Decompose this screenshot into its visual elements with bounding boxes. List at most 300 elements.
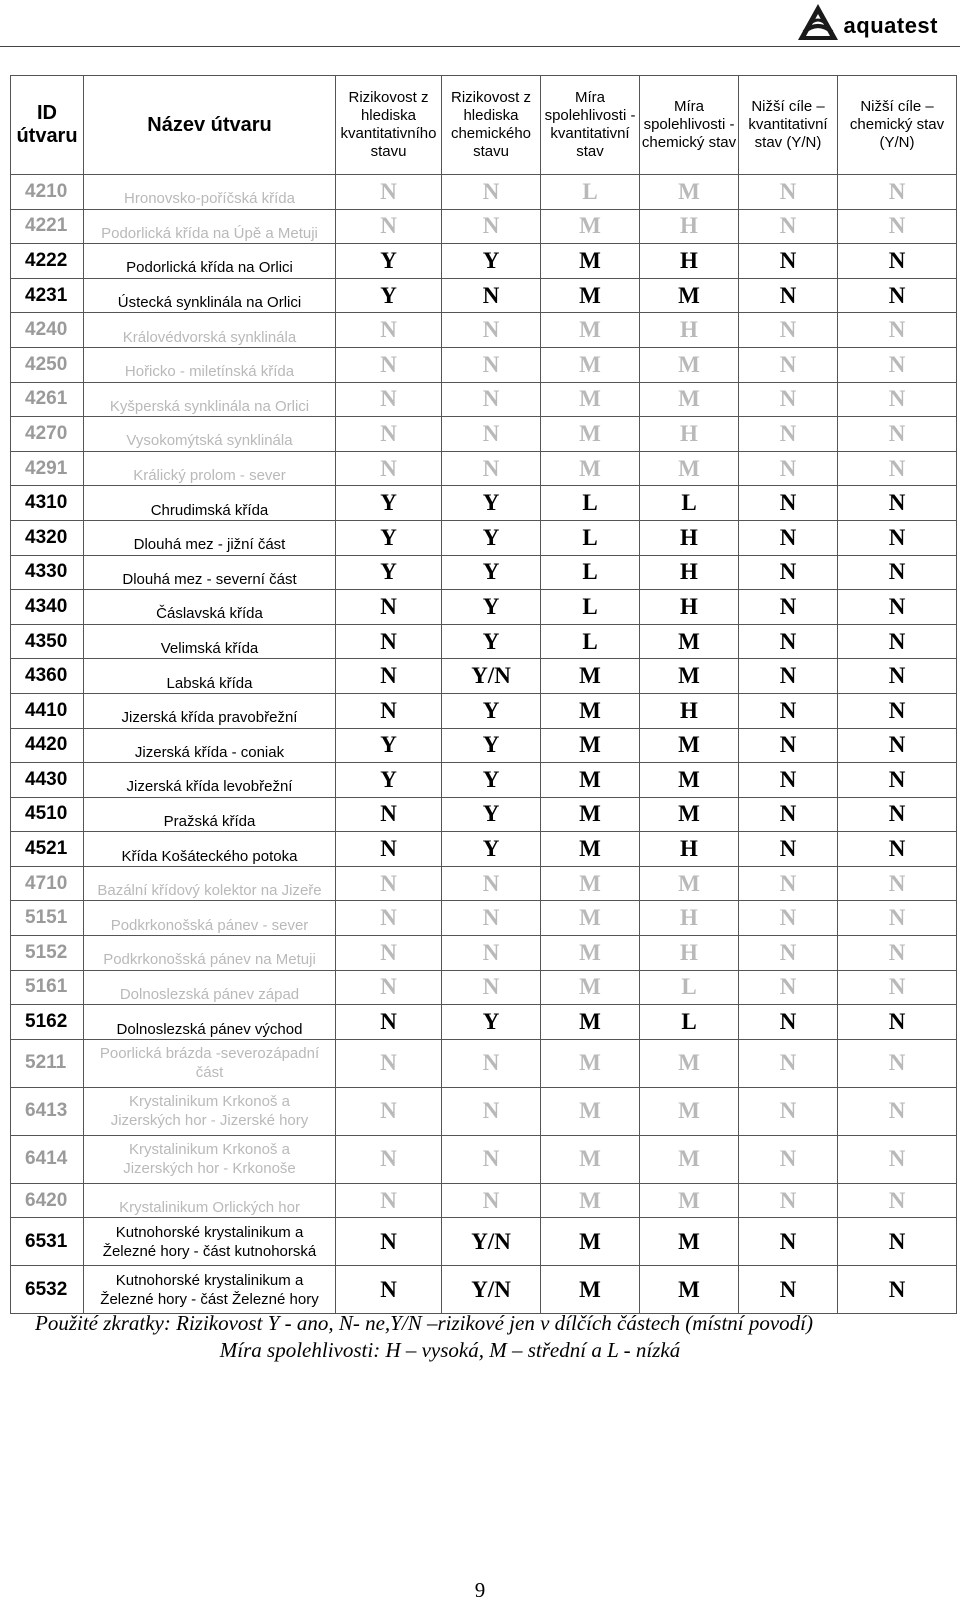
row-id: 4210: [11, 175, 84, 210]
row-name: [84, 347, 336, 382]
header-quant-lower-goals: Nižší cíle – kvantitativní stav (Y/N): [739, 76, 838, 175]
row-name-text: Podorlická křída na Orlici: [126, 259, 293, 277]
row-name: [84, 486, 336, 521]
row-name-text: Hronovsko-poříčská křída: [124, 190, 295, 208]
cell-chem-risk: N: [442, 1039, 541, 1087]
row-name: [84, 659, 336, 694]
cell-chem-risk: N: [442, 209, 541, 244]
cell-quant-risk: N: [336, 866, 442, 901]
cell-quant-lower-goals: N: [739, 555, 838, 590]
cell-chem-risk: Y: [442, 763, 541, 798]
table-row: [11, 1218, 957, 1266]
cell-quant-risk: N: [336, 209, 442, 244]
row-id: 4270: [11, 417, 84, 452]
cell-chem-reliability: M: [640, 175, 739, 210]
cell-chem-risk: Y: [442, 244, 541, 279]
cell-quant-lower-goals: N: [739, 901, 838, 936]
cell-quant-reliability: M: [541, 313, 640, 348]
cell-quant-lower-goals: N: [739, 486, 838, 521]
cell-quant-reliability: M: [541, 936, 640, 971]
cell-chem-reliability: M: [640, 1039, 739, 1087]
cell-chem-lower-goals: N: [838, 1218, 957, 1266]
row-id: 4521: [11, 832, 84, 867]
cell-chem-risk: Y: [442, 624, 541, 659]
cell-chem-risk: N: [442, 1183, 541, 1218]
cell-quant-risk: N: [336, 347, 442, 382]
row-name-text: Kyšperská synklinála na Orlici: [109, 397, 310, 415]
cell-chem-risk: N: [442, 313, 541, 348]
row-name: [84, 624, 336, 659]
row-id: 4410: [11, 693, 84, 728]
cell-chem-risk: N: [442, 936, 541, 971]
row-id: 6413: [11, 1087, 84, 1135]
cell-chem-lower-goals: N: [838, 175, 957, 210]
cell-chem-reliability: M: [640, 1183, 739, 1218]
cell-quant-reliability: L: [541, 590, 640, 625]
table-row: [11, 1266, 957, 1314]
table-row: [11, 313, 957, 348]
cell-chem-reliability: H: [640, 936, 739, 971]
table-row: [11, 728, 957, 763]
header-chem-risk: Rizikovost z hlediska chemického stavu: [442, 76, 541, 175]
cell-quant-risk: N: [336, 1218, 442, 1266]
row-name-text: Královédvorská synklinála: [122, 328, 297, 346]
row-name: [84, 451, 336, 486]
table-row: [11, 936, 957, 971]
cell-chem-lower-goals: N: [838, 1039, 957, 1087]
cell-chem-risk: N: [442, 382, 541, 417]
cell-quant-reliability: M: [541, 1135, 640, 1183]
cell-quant-lower-goals: N: [739, 728, 838, 763]
cell-chem-reliability: M: [640, 1135, 739, 1183]
cell-quant-reliability: M: [541, 278, 640, 313]
cell-quant-risk: N: [336, 1005, 442, 1040]
cell-quant-reliability: M: [541, 1039, 640, 1087]
cell-chem-lower-goals: N: [838, 313, 957, 348]
row-name: [84, 1087, 336, 1135]
row-name: [84, 1266, 336, 1314]
table-row: [11, 347, 957, 382]
row-id: 5151: [11, 901, 84, 936]
header-id: ID útvaru: [11, 76, 84, 175]
cell-quant-lower-goals: N: [739, 175, 838, 210]
header-quant-reliability: Míra spolehlivosti -kvantitativní stav: [541, 76, 640, 175]
table-row: [11, 1087, 957, 1135]
cell-chem-reliability: M: [640, 797, 739, 832]
row-id: 4340: [11, 590, 84, 625]
cell-chem-lower-goals: N: [838, 244, 957, 279]
row-name-line2: Jizerských hor - Krkonoše: [123, 1160, 296, 1178]
row-name: [84, 866, 336, 901]
row-id: 4240: [11, 313, 84, 348]
table-row: [11, 970, 957, 1005]
table-row: [11, 1039, 957, 1087]
row-name: [84, 520, 336, 555]
cell-quant-risk: N: [336, 1183, 442, 1218]
cell-quant-risk: N: [336, 417, 442, 452]
cell-chem-lower-goals: N: [838, 693, 957, 728]
cell-quant-risk: N: [336, 624, 442, 659]
cell-chem-reliability: M: [640, 1087, 739, 1135]
cell-quant-risk: N: [336, 901, 442, 936]
header-quant-risk: Rizikovost z hlediska kvantitativního stavu: [336, 76, 442, 175]
cell-chem-lower-goals: N: [838, 797, 957, 832]
cell-quant-reliability: L: [541, 520, 640, 555]
row-name: [84, 209, 336, 244]
row-id: 4710: [11, 866, 84, 901]
row-id: 5152: [11, 936, 84, 971]
cell-chem-lower-goals: N: [838, 1135, 957, 1183]
cell-chem-lower-goals: N: [838, 520, 957, 555]
cell-chem-lower-goals: N: [838, 1266, 957, 1314]
cell-chem-lower-goals: N: [838, 659, 957, 694]
groundwater-bodies-table: [10, 75, 957, 1314]
cell-chem-risk: N: [442, 175, 541, 210]
cell-chem-lower-goals: N: [838, 555, 957, 590]
cell-quant-reliability: M: [541, 659, 640, 694]
cell-chem-lower-goals: N: [838, 278, 957, 313]
row-name-text: Labská křída: [166, 674, 253, 692]
cell-quant-lower-goals: N: [739, 417, 838, 452]
row-name: [84, 590, 336, 625]
cell-chem-risk: Y: [442, 486, 541, 521]
cell-chem-lower-goals: N: [838, 866, 957, 901]
cell-quant-reliability: M: [541, 347, 640, 382]
cell-chem-reliability: H: [640, 555, 739, 590]
cell-quant-lower-goals: N: [739, 313, 838, 348]
cell-quant-lower-goals: N: [739, 278, 838, 313]
row-name: [84, 175, 336, 210]
cell-chem-reliability: H: [640, 209, 739, 244]
cell-chem-risk: Y: [442, 693, 541, 728]
table-row: [11, 209, 957, 244]
row-name-text: Hořicko - miletínská křída: [124, 363, 295, 381]
cell-chem-lower-goals: N: [838, 970, 957, 1005]
cell-quant-reliability: M: [541, 1005, 640, 1040]
cell-chem-risk: Y: [442, 728, 541, 763]
row-id: 4360: [11, 659, 84, 694]
cell-chem-lower-goals: N: [838, 1183, 957, 1218]
row-id: 5162: [11, 1005, 84, 1040]
row-name-text: Podkrkonošská pánev na Metuji: [103, 951, 316, 969]
abbreviation-notes: [0, 1310, 960, 1364]
cell-quant-lower-goals: N: [739, 1218, 838, 1266]
row-name: [84, 693, 336, 728]
cell-quant-lower-goals: N: [739, 970, 838, 1005]
row-name-text: Chrudimská křída: [150, 501, 269, 519]
row-name: [84, 1005, 336, 1040]
cell-quant-reliability: M: [541, 417, 640, 452]
row-name-text: Čáslavská křída: [156, 605, 263, 623]
row-id: 4330: [11, 555, 84, 590]
row-name-line2: Jizerských hor - Jizerské hory: [110, 1112, 309, 1130]
table-row: [11, 1135, 957, 1183]
cell-chem-lower-goals: N: [838, 936, 957, 971]
cell-quant-lower-goals: N: [739, 693, 838, 728]
table-row: [11, 763, 957, 798]
cell-quant-reliability: M: [541, 1183, 640, 1218]
cell-quant-risk: N: [336, 1266, 442, 1314]
row-id: 4291: [11, 451, 84, 486]
row-id: 5211: [11, 1039, 84, 1087]
cell-chem-lower-goals: N: [838, 486, 957, 521]
row-id: 6414: [11, 1135, 84, 1183]
page-number: 9: [474, 1578, 486, 1602]
cell-quant-risk: N: [336, 313, 442, 348]
row-name: [84, 555, 336, 590]
cell-chem-risk: N: [442, 866, 541, 901]
cell-chem-reliability: M: [640, 451, 739, 486]
table-row: [11, 244, 957, 279]
cell-quant-risk: Y: [336, 555, 442, 590]
cell-chem-lower-goals: N: [838, 590, 957, 625]
cell-quant-risk: Y: [336, 763, 442, 798]
row-name-text: Velimská křída: [160, 640, 259, 658]
cell-chem-risk: Y: [442, 1005, 541, 1040]
row-id: 4430: [11, 763, 84, 798]
cell-chem-reliability: M: [640, 347, 739, 382]
cell-quant-lower-goals: N: [739, 866, 838, 901]
row-name-line1: Poorlická brázda -severozápadní: [99, 1045, 320, 1063]
cell-chem-reliability: M: [640, 866, 739, 901]
row-id: 4231: [11, 278, 84, 313]
cell-quant-reliability: M: [541, 209, 640, 244]
cell-quant-lower-goals: N: [739, 520, 838, 555]
header-name: Název útvaru: [84, 76, 336, 175]
row-id: 4261: [11, 382, 84, 417]
row-id: 6532: [11, 1266, 84, 1314]
table-row: [11, 520, 957, 555]
cell-quant-risk: N: [336, 382, 442, 417]
cell-quant-lower-goals: N: [739, 1183, 838, 1218]
cell-quant-reliability: M: [541, 382, 640, 417]
row-name: [84, 244, 336, 279]
cell-quant-risk: N: [336, 175, 442, 210]
cell-chem-risk: N: [442, 451, 541, 486]
row-name: [84, 1218, 336, 1266]
row-name-text: Dlouhá mez - jižní část: [133, 536, 286, 554]
cell-quant-risk: Y: [336, 244, 442, 279]
cell-chem-lower-goals: N: [838, 763, 957, 798]
row-id: 4510: [11, 797, 84, 832]
cell-chem-reliability: M: [640, 1266, 739, 1314]
cell-chem-lower-goals: N: [838, 451, 957, 486]
cell-quant-reliability: M: [541, 1087, 640, 1135]
row-name: [84, 1135, 336, 1183]
cell-quant-lower-goals: N: [739, 1135, 838, 1183]
cell-quant-risk: Y: [336, 728, 442, 763]
cell-quant-reliability: L: [541, 175, 640, 210]
row-name-text: Jizerská křída levobřežní: [126, 778, 293, 796]
table-row: [11, 797, 957, 832]
row-name: [84, 313, 336, 348]
row-id: 4250: [11, 347, 84, 382]
cell-quant-lower-goals: N: [739, 797, 838, 832]
row-name: [84, 1039, 336, 1087]
row-name-text: Křída Košáteckého potoka: [121, 847, 298, 865]
row-name-line1: Kutnohorské krystalinikum a: [115, 1271, 304, 1289]
cell-chem-reliability: L: [640, 486, 739, 521]
cell-quant-reliability: M: [541, 901, 640, 936]
row-name: [84, 832, 336, 867]
row-name-text: Dolnoslezská pánev východ: [116, 1020, 303, 1038]
table-row: [11, 866, 957, 901]
row-name-text: Krystalinikum Orlických hor: [119, 1199, 300, 1217]
cell-chem-risk: Y: [442, 520, 541, 555]
cell-chem-lower-goals: N: [838, 1005, 957, 1040]
row-name-text: Jizerská křída pravobřežní: [121, 709, 298, 727]
cell-quant-reliability: M: [541, 693, 640, 728]
cell-chem-reliability: H: [640, 693, 739, 728]
cell-chem-lower-goals: N: [838, 382, 957, 417]
cell-quant-reliability: L: [541, 555, 640, 590]
row-name: [84, 763, 336, 798]
cell-quant-risk: N: [336, 693, 442, 728]
row-name-text: Bazální křídový kolektor na Jizeře: [97, 882, 322, 900]
cell-quant-lower-goals: N: [739, 1039, 838, 1087]
cell-quant-lower-goals: N: [739, 936, 838, 971]
table-row: [11, 451, 957, 486]
row-name-text: Ústecká synklinála na Orlici: [117, 294, 302, 312]
cell-quant-lower-goals: N: [739, 763, 838, 798]
header-row: [11, 76, 957, 175]
row-name-line2: Železné hory - část Železné hory: [100, 1290, 319, 1308]
cell-quant-lower-goals: N: [739, 382, 838, 417]
cell-chem-risk: Y: [442, 555, 541, 590]
header-rule: [0, 46, 960, 47]
cell-quant-reliability: M: [541, 1218, 640, 1266]
cell-quant-reliability: M: [541, 1266, 640, 1314]
cell-chem-reliability: M: [640, 728, 739, 763]
table-row: [11, 555, 957, 590]
logo-text: aquatest: [843, 13, 938, 38]
table-row: [11, 486, 957, 521]
row-name: [84, 797, 336, 832]
cell-quant-risk: N: [336, 659, 442, 694]
cell-chem-risk: N: [442, 1135, 541, 1183]
header-chem-lower-goals: Nižší cíle – chemický stav (Y/N): [838, 76, 957, 175]
cell-quant-reliability: L: [541, 486, 640, 521]
row-name: [84, 278, 336, 313]
row-name: [84, 728, 336, 763]
cell-chem-reliability: L: [640, 1005, 739, 1040]
cell-quant-lower-goals: N: [739, 1266, 838, 1314]
cell-quant-risk: N: [336, 936, 442, 971]
cell-chem-reliability: M: [640, 624, 739, 659]
cell-quant-risk: Y: [336, 520, 442, 555]
row-id: 4420: [11, 728, 84, 763]
row-id: 5161: [11, 970, 84, 1005]
cell-chem-lower-goals: N: [838, 901, 957, 936]
cell-quant-reliability: M: [541, 763, 640, 798]
cell-quant-lower-goals: N: [739, 659, 838, 694]
row-name-line2: Železné hory - část kutnohorská: [102, 1242, 317, 1260]
aquatest-logo-icon: [796, 2, 840, 42]
cell-quant-reliability: L: [541, 624, 640, 659]
cell-quant-risk: Y: [336, 278, 442, 313]
row-id: 6531: [11, 1218, 84, 1266]
cell-quant-lower-goals: N: [739, 1087, 838, 1135]
row-name-line1: Krystalinikum Krkonoš a: [129, 1141, 290, 1159]
row-name-text: Dolnoslezská pánev západ: [119, 985, 300, 1003]
table-row: [11, 278, 957, 313]
cell-chem-reliability: M: [640, 763, 739, 798]
row-name: [84, 417, 336, 452]
cell-quant-risk: N: [336, 832, 442, 867]
row-name-line1: Krystalinikum Krkonoš a: [129, 1093, 290, 1111]
cell-chem-reliability: H: [640, 832, 739, 867]
header-chem-reliability: Míra spolehlivosti -chemický stav: [640, 76, 739, 175]
cell-chem-risk: Y/N: [442, 659, 541, 694]
row-name-line2: část: [195, 1064, 224, 1082]
cell-chem-reliability: H: [640, 590, 739, 625]
cell-chem-reliability: M: [640, 1218, 739, 1266]
row-name-text: Pražská křída: [163, 812, 256, 830]
row-name-text: Králický prolom - sever: [133, 467, 286, 485]
cell-chem-lower-goals: N: [838, 832, 957, 867]
row-id: 4320: [11, 520, 84, 555]
note-risk-legend: Použité zkratky: Rizikovost Y - ano, N- ne,Y/N –rizikové jen v dílčích částech (místní povodí): [35, 1311, 814, 1335]
cell-chem-lower-goals: N: [838, 417, 957, 452]
cell-chem-risk: Y/N: [442, 1218, 541, 1266]
table-row: [11, 1183, 957, 1218]
cell-quant-risk: N: [336, 1135, 442, 1183]
cell-quant-reliability: M: [541, 728, 640, 763]
cell-quant-lower-goals: N: [739, 624, 838, 659]
row-name-line1: Kutnohorské krystalinikum a: [115, 1223, 304, 1241]
table-row: [11, 901, 957, 936]
cell-chem-reliability: L: [640, 970, 739, 1005]
table-row: [11, 382, 957, 417]
row-name: [84, 1183, 336, 1218]
row-id: 4350: [11, 624, 84, 659]
row-name: [84, 382, 336, 417]
cell-chem-risk: N: [442, 970, 541, 1005]
aquatest-logo: [796, 0, 938, 44]
row-name-text: Vysokomýtská synklinála: [126, 432, 293, 450]
cell-quant-reliability: M: [541, 244, 640, 279]
cell-chem-risk: Y/N: [442, 1266, 541, 1314]
cell-quant-lower-goals: N: [739, 832, 838, 867]
cell-chem-reliability: M: [640, 382, 739, 417]
cell-chem-risk: Y: [442, 832, 541, 867]
cell-chem-lower-goals: N: [838, 624, 957, 659]
row-name: [84, 936, 336, 971]
cell-quant-risk: N: [336, 970, 442, 1005]
cell-quant-lower-goals: N: [739, 244, 838, 279]
cell-chem-risk: N: [442, 417, 541, 452]
cell-chem-reliability: M: [640, 659, 739, 694]
cell-chem-risk: N: [442, 1087, 541, 1135]
cell-chem-lower-goals: N: [838, 728, 957, 763]
row-name-text: Jizerská křída - coniak: [134, 743, 285, 761]
cell-chem-reliability: H: [640, 520, 739, 555]
row-name-text: Dlouhá mez - severní část: [122, 570, 297, 588]
cell-quant-lower-goals: N: [739, 209, 838, 244]
table-row: [11, 693, 957, 728]
cell-chem-risk: Y: [442, 590, 541, 625]
row-name: [84, 970, 336, 1005]
cell-chem-risk: N: [442, 347, 541, 382]
cell-chem-risk: N: [442, 278, 541, 313]
cell-chem-lower-goals: N: [838, 1087, 957, 1135]
row-id: 4310: [11, 486, 84, 521]
cell-chem-risk: N: [442, 901, 541, 936]
cell-quant-lower-goals: N: [739, 1005, 838, 1040]
cell-quant-risk: N: [336, 797, 442, 832]
table-row: [11, 832, 957, 867]
row-name-text: Podkrkonošská pánev - sever: [110, 916, 309, 934]
